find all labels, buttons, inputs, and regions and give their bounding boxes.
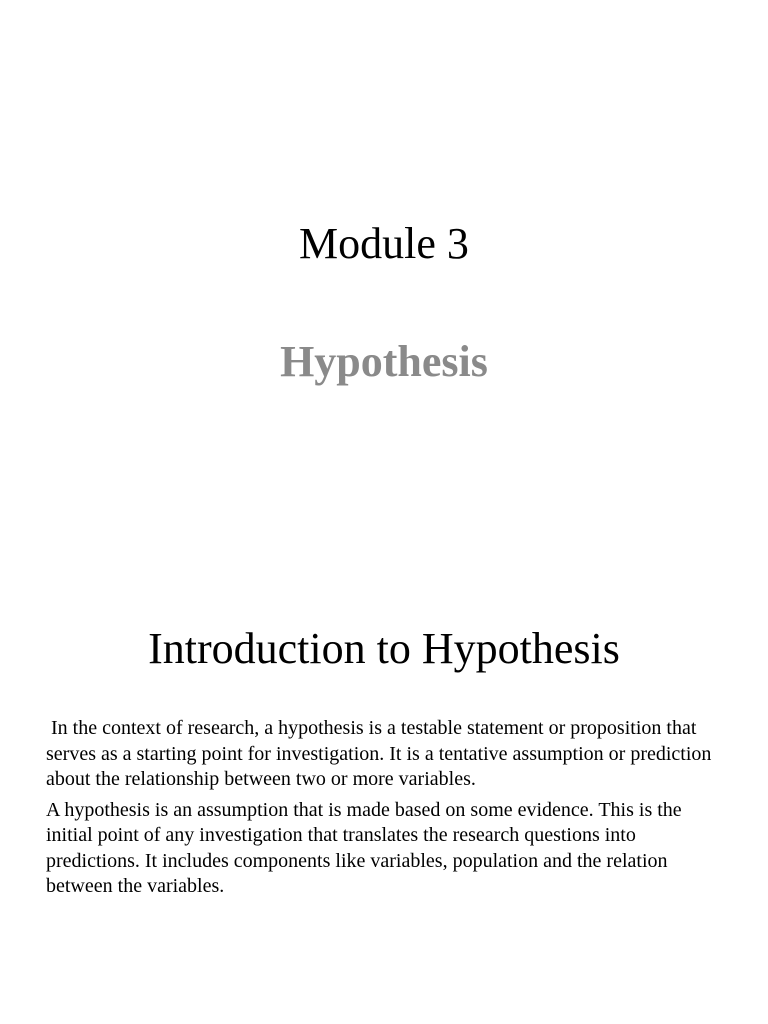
paragraph-1: In the context of research, a hypothesis is a testable statement or proposition that serves as a starting point for investigation. It is a tentative assumption or prediction about the relationship between two or more variables. [46,717,717,790]
paragraph-2: A hypothesis is an assumption that is made based on some evidence. This is the initial point of any investigation that translates the research questions into predictions. It includes components like variables, population and the relation between the variables. [46,798,682,897]
module-topic: Hypothesis [280,337,488,386]
body-text [46,716,722,905]
section-heading: Introduction to Hypothesis [148,624,620,673]
module-title: Module 3 [299,219,469,268]
